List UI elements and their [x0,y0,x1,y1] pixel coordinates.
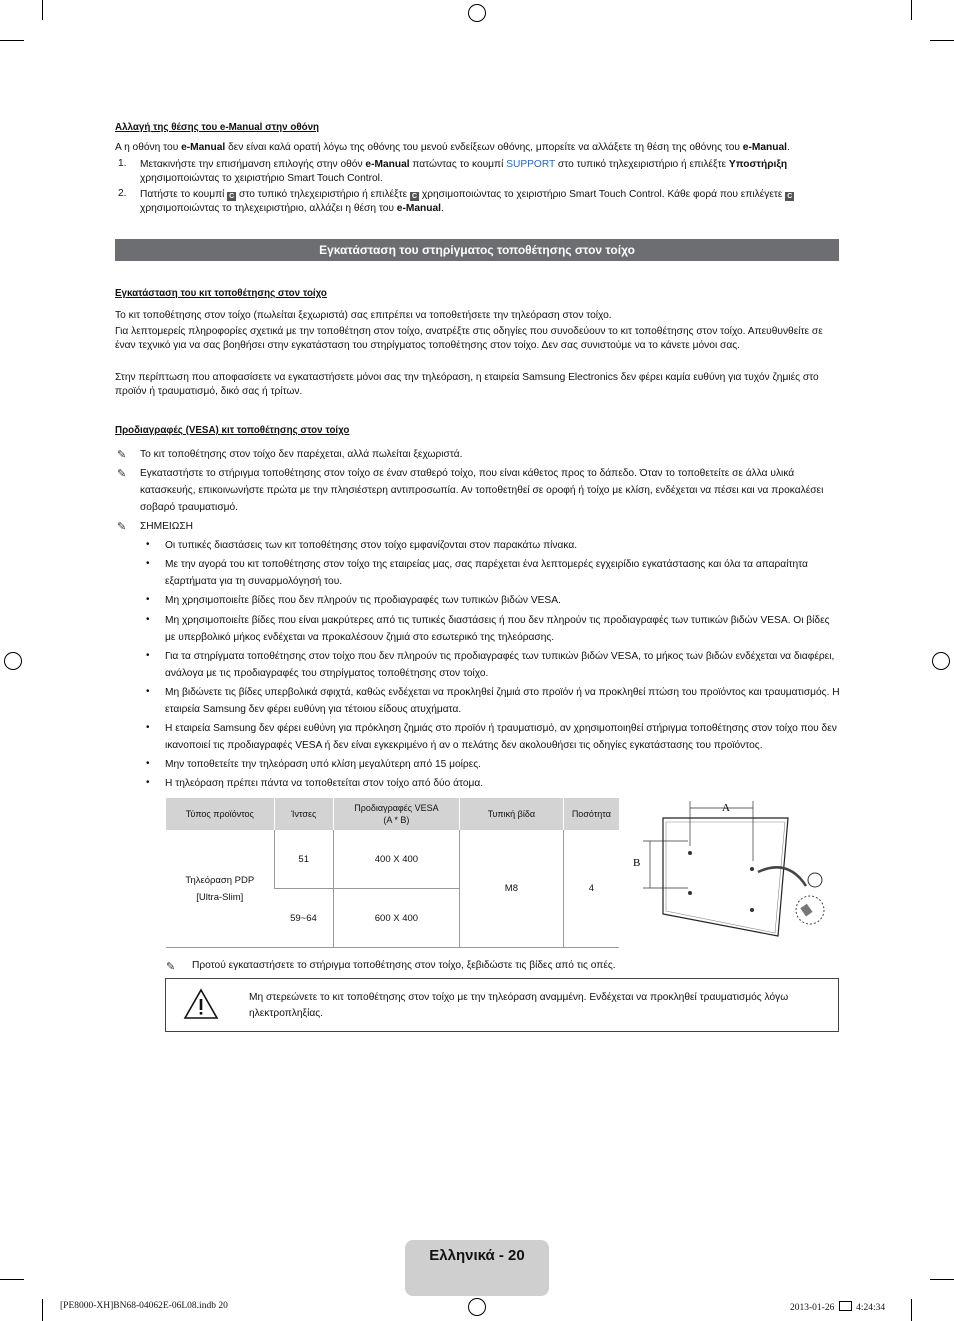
bullet-icon: • [146,594,150,605]
emanual-intro [115,141,839,155]
bullet-text: Μην τοποθετείτε την τηλεόραση υπό κλίση μεγαλύτερη από 15 μοίρες. [165,759,481,770]
diagram-label-b: B [633,857,641,869]
step-number: 2. [118,188,127,199]
step-text [140,188,840,215]
bullet-icon: • [146,758,150,769]
table-cell: 4 [563,830,619,948]
print-time: 4:24:34 [856,1303,886,1313]
bullet-text: Για τα στηρίγματα τοποθέτησης στον τοίχο που δεν πληρούν τις προδιαγραφές των τυπικών βιδών VESA, το μήκος των βιδών ενδέχεται να διαφέρει, ανάλογα με τις προδιαγραφές του στηρίγματος τοποθέτησης στον τοίχο. [165,651,835,679]
table-header-line: Προδιαγραφές VESA [354,803,439,813]
text-run: στο τυπικό τηλεχειριστήριο ή επιλέξτε [555,159,729,170]
warning-triangle-icon [183,988,219,1020]
bullet-text: Μη βιδώνετε τις βίδες υπερβολικά σφιχτά, καθώς ενδέχεται να προκληθεί ζημιά στο προϊόν ή να προκληθεί πτώση του προϊόντος και τραυματισμός. Η εταιρεία Samsung δεν φέρει ευθύνη για τέτοιου είδους ατυχήματα. [165,687,840,715]
product-name: Τηλεόραση PDP [185,874,255,886]
print-date-value: 2013-01-26 [790,1303,835,1313]
bullet-icon: • [146,686,150,697]
c-button-icon: C [787,193,793,200]
bullet-icon: • [146,558,150,569]
page-number-tab [405,1240,549,1296]
text-run: Α η οθόνη του [115,142,182,153]
section-heading-vesa-specs: Προδιαγραφές (VESA) κιτ τοποθέτησης στον τοίχο [115,425,350,436]
note-text: Εγκαταστήστε το στήριγμα τοποθέτησης στον τοίχο σε έναν σταθερό τοίχο, που είναι κάθετος προς το δάπεδο. Όταν το τοποθετείτε σε άλλα υλικά κατασκευής, επικοινωνήστε πρώτα με την πλησιέστερη αντιπροσωπία. Αν τοποθετηθεί σε οροφή ή τοίχο με κλίση, ενδέχεται να πέσει και να προκαλέσει σοβαρό τραυματισμό. [140,468,824,513]
warning-box [165,978,839,1032]
table-header: Τύπος προϊόντος [166,798,274,830]
bullet-icon: • [146,722,150,733]
registration-mark-icon [4,652,22,670]
vesa-spec-table [166,798,619,948]
warning-text: Μη στερεώνετε το κιτ τοποθέτησης στον τοίχο με την τηλεόραση αναμμένη. Ενδέχεται να προκληθεί τραυματισμός λόγω ηλεκτροπληξίας. [249,992,789,1019]
table-header: Ίντσες [274,798,333,830]
print-date [790,1301,885,1313]
bullet-text: Η εταιρεία Samsung δεν φέρει ευθύνη για πρόκληση ζημιάς στο προϊόν ή τραυματισμό, αν χρησιμοποιηθεί στήριγμα τοποθέτησης στον τοίχο που δεν ικανοποιεί τις προδιαγραφές VESA ή δεν είναι εγκεκριμένο ή αν ο πελάτης δεν ακολουθήσει τις οδηγίες εγκατάστασης του προϊόντος. [165,723,837,751]
pencil-note-icon: ✎ [117,468,127,480]
c-button-icon: C [229,193,235,200]
section-title-bar: Εγκατάσταση του στηρίγματος τοποθέτησης στον τοίχο [115,239,839,261]
bullet-text: Οι τυπικές διαστάσεις των κιτ τοποθέτησης στον τοίχο εμφανίζονται στον παρακάτω πίνακα. [165,540,578,551]
text-run: χρησιμοποιώντας το χειριστήριο Smart Touch Control. [140,172,383,184]
table-cell: 59~64 [274,889,333,948]
bullet-icon: • [146,777,150,788]
table-cell-product [166,830,274,948]
paragraph: Για λεπτομερείς πληροφορίες σχετικά με την τοποθέτηση στον τοίχο, ανατρέξτε στις οδηγίες που συνοδεύουν το κιτ τοποθέτησης στον τοίχο. Απευθυνθείτε σε έναν τεχνικό για να σας βοηθήσει στην εγκατάσταση του στηρίγματος τοποθέτησης στον τοίχο. Δεν σας συνιστούμε να το κάνετε μόνοι σας. [115,326,823,351]
bold-term: Υποστήριξη [728,159,788,170]
pencil-note-icon: ✎ [117,521,127,533]
registration-mark-icon [468,1298,486,1316]
table-cell: 600 X 400 [333,889,459,948]
text-run: πατώντας το κουμπί [409,159,507,170]
file-name: [PE8000-XH]BN68-04062E-06L08.indb 20 [60,1301,228,1311]
bullet-text: Μη χρησιμοποιείτε βίδες που είναι μακρύτερες από τις τυπικές διαστάσεις ή που δεν πληρούν τις προδιαγραφές των τυπικών βιδών VESA. Οι βίδες με υπερβολικό μήκος ενδέχεται να προκαλέσουν ζημιά στο εσωτερικό της τηλεόρασης. [165,615,830,643]
pencil-note-icon: ✎ [166,961,176,973]
text-run: στο τυπικό τηλεχειριστήριο ή επιλέξτε [236,189,411,200]
note-text: ΣΗΜΕΙΩΣΗ [140,521,194,532]
text-run: χρησιμοποιώντας το τηλεχειριστήριο, αλλάζει η θέση του [140,202,397,214]
wall-mount-diagram [628,796,840,946]
table-cell: M8 [460,830,564,948]
table-header: Τυπική βίδα [460,798,564,830]
bullet-text: Με την αγορά του κιτ τοποθέτησης στον τοίχο της εταιρείας μας, σας παρέχεται ένα λεπτομερές εγχειρίδιο εγκατάστασης και όλα τα απαραίτητα εξαρτήματα για τη συναρμολόγησή του. [165,559,808,587]
section-heading-wall-mount-kit: Εγκατάσταση του κιτ τοποθέτησης στον τοίχο [115,288,327,299]
section-heading-emanual-position: Αλλαγή της θέσης του e-Manual στην οθόνη [115,122,320,133]
pencil-note-icon: ✎ [117,449,127,461]
note-text: Προτού εγκαταστήσετε το στήριγμα τοποθέτησης στον τοίχο, ξεβιδώστε τις βίδες από τις οπές. [192,960,616,971]
diagram-label-a: A [722,802,730,814]
step-text [140,158,840,185]
table-header [333,798,459,830]
product-variant: [Ultra-Slim] [196,891,244,903]
bullet-text: Η τηλεόραση πρέπει πάντα να τοποθετείται στον τοίχο από δύο άτομα. [165,778,484,789]
clock-icon [839,1301,852,1311]
text-run: χρησιμοποιώντας το χειριστήριο Smart Touch Control. Κάθε φορά που επιλέγετε [419,189,786,200]
step-number: 1. [118,158,127,169]
text-run: δεν είναι καλά ορατή λόγω της οθόνης του μενού ενδείξεων οθόνης, μπορείτε να αλλάξετε τη θέση της οθόνης του [225,142,743,153]
paragraph: Στην περίπτωση που αποφασίσετε να εγκαταστήσετε μόνοι σας την τηλεόραση, η εταιρεία Samsung Electronics δεν φέρει καμία ευθύνη για τυχόν ζημιές στο προϊόν ή τραυματισμό, δικό σας ή τρίτων. [115,372,819,397]
bullet-icon: • [146,539,150,550]
bold-term: e-Manual [365,159,410,170]
c-button-icon: C [412,193,418,200]
bold-term: e-Manual [181,142,226,153]
text-run: . [440,202,444,214]
registration-mark-icon [468,4,486,22]
bullet-text: Μη χρησιμοποιείτε βίδες που δεν πληρούν τις προδιαγραφές των τυπικών βιδών VESA. [165,595,561,606]
table-header: Ποσότητα [563,798,619,830]
bold-term: e-Manual [396,202,441,214]
paragraph: Το κιτ τοποθέτησης στον τοίχο (πωλείται ξεχωριστά) σας επιτρέπει να τοποθετήσετε την τηλεόραση στον τοίχο. [115,310,612,321]
bullet-icon: • [146,614,150,625]
text-run: . [786,142,790,153]
table-cell: 51 [274,830,333,889]
bold-term: e-Manual [742,142,787,153]
table-cell: 400 X 400 [333,830,459,889]
page-number: Ελληνικά - 20 [429,1247,525,1264]
text-run: Πατήστε το κουμπί [140,189,228,200]
table-header-line: (A * B) [383,815,410,825]
text-run: Μετακινήστε την επισήμανση επιλογής στην οθόν [140,159,366,170]
registration-mark-icon [932,652,950,670]
bullet-icon: • [146,650,150,661]
note-text: Το κιτ τοποθέτησης στον τοίχο δεν παρέχεται, αλλά πωλείται ξεχωριστά. [140,449,463,460]
button-name: SUPPORT [506,159,556,170]
